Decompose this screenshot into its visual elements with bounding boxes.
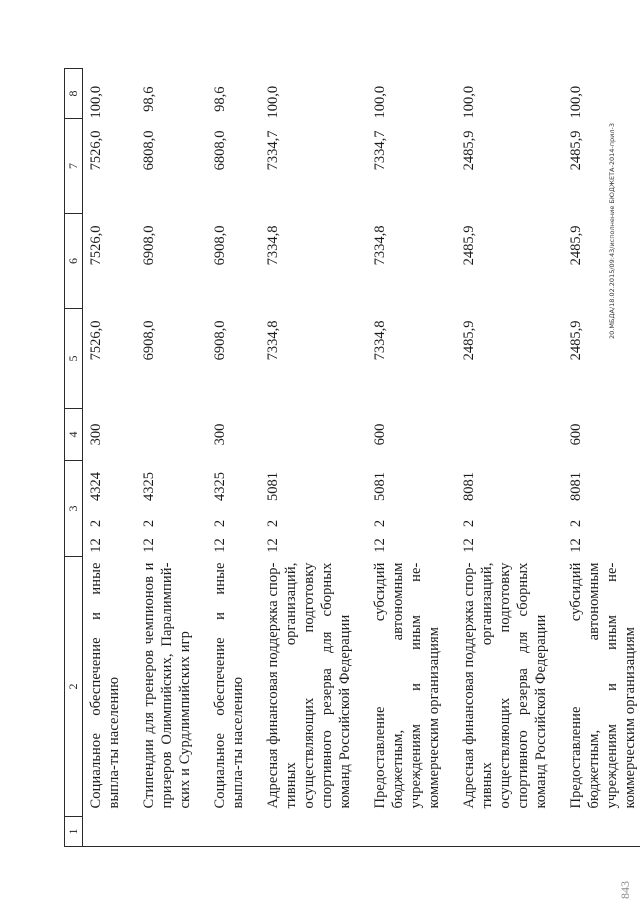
item-name: Адресная финансовая поддержка спор-тивных организаций, осуществляющих подготовку спортивного резерва для сборных команд Российской Федерации bbox=[461, 562, 549, 809]
expense-type-code bbox=[135, 408, 206, 460]
column-number-4: 4 bbox=[65, 408, 83, 460]
table-row bbox=[455, 68, 562, 846]
section-code: 12 bbox=[568, 538, 584, 553]
percent-column-8: 100,0 bbox=[88, 85, 104, 119]
row-number-cell bbox=[206, 817, 259, 847]
target-article-code: 5081 bbox=[372, 472, 388, 501]
item-name: Предоставление субсидий бюджетным, автономным учреждениям и иным не-коммерческим организациям bbox=[372, 562, 442, 809]
amount-column-7: 6808,0 bbox=[141, 130, 157, 171]
table-row bbox=[206, 68, 259, 846]
subsection-code: 2 bbox=[141, 519, 157, 528]
budget-execution-table bbox=[64, 68, 640, 847]
section-code: 12 bbox=[372, 538, 388, 553]
percent-column-8: 100,0 bbox=[568, 85, 584, 119]
row-number-cell bbox=[135, 817, 206, 847]
amount-column-5: 2485,9 bbox=[568, 320, 584, 361]
section-code: 12 bbox=[265, 538, 281, 553]
expense-type-code: 600 bbox=[372, 423, 388, 446]
item-name: Социальное обеспечение и иные выпла-ты населению bbox=[212, 562, 246, 809]
table-row bbox=[562, 68, 640, 846]
column-number-3: 3 bbox=[65, 460, 83, 556]
amount-column-6: 7334,8 bbox=[372, 225, 388, 266]
row-number-cell bbox=[83, 817, 136, 847]
row-number-cell bbox=[562, 817, 640, 847]
percent-column-8: 100,0 bbox=[265, 85, 281, 119]
row-number-cell bbox=[455, 817, 562, 847]
amount-column-5: 6908,0 bbox=[141, 320, 157, 361]
subsection-code: 2 bbox=[265, 519, 281, 528]
item-name: Предоставление субсидий бюджетным, автономным учреждениям и иным не-коммерческим организациям bbox=[568, 562, 638, 809]
table-row bbox=[135, 68, 206, 846]
target-article-code: 5081 bbox=[265, 472, 281, 501]
section-code: 12 bbox=[141, 538, 157, 553]
column-number-1: 1 bbox=[65, 817, 83, 847]
subsection-code: 2 bbox=[461, 519, 477, 528]
section-code: 12 bbox=[212, 538, 228, 553]
section-code: 12 bbox=[88, 538, 104, 553]
column-number-8: 8 bbox=[65, 68, 83, 118]
amount-column-7: 7526,0 bbox=[88, 130, 104, 171]
subsection-code: 2 bbox=[372, 519, 388, 528]
amount-column-5: 6908,0 bbox=[212, 320, 228, 361]
expense-type-code: 300 bbox=[212, 423, 228, 446]
target-article-code: 4324 bbox=[88, 472, 104, 501]
item-name: Социальное обеспечение и иные выпла-ты населению bbox=[88, 562, 122, 809]
column-number-2: 2 bbox=[65, 557, 83, 817]
subsection-code: 2 bbox=[88, 519, 104, 528]
amount-column-6: 6908,0 bbox=[212, 225, 228, 266]
percent-column-8: 100,0 bbox=[372, 85, 388, 119]
expense-type-code: 600 bbox=[568, 423, 584, 446]
target-article-code: 4325 bbox=[212, 472, 228, 501]
row-number-cell bbox=[366, 817, 455, 847]
amount-column-7: 7334,7 bbox=[372, 130, 388, 171]
column-number-5: 5 bbox=[65, 308, 83, 408]
percent-column-8: 98,6 bbox=[212, 86, 228, 112]
expense-type-code: 300 bbox=[88, 423, 104, 446]
item-name: Стипендии для тренеров чемпионов и призеров Олимпийских, Паралимпий-ских и Сурдлимпийских игр bbox=[141, 562, 193, 809]
amount-column-6: 2485,9 bbox=[568, 225, 584, 266]
table-row bbox=[83, 68, 136, 846]
table-row bbox=[259, 68, 366, 846]
percent-column-8: 98,6 bbox=[141, 86, 157, 112]
target-article-code: 8081 bbox=[461, 472, 477, 501]
expense-type-code bbox=[455, 408, 562, 460]
column-number-7: 7 bbox=[65, 118, 83, 213]
amount-column-7: 2485,9 bbox=[568, 130, 584, 171]
amount-column-7: 7334,7 bbox=[265, 130, 281, 171]
amount-column-7: 6808,0 bbox=[212, 130, 228, 171]
amount-column-5: 7334,8 bbox=[265, 320, 281, 361]
amount-column-5: 2485,9 bbox=[461, 320, 477, 361]
expense-type-code bbox=[259, 408, 366, 460]
amount-column-6: 2485,9 bbox=[461, 225, 477, 266]
amount-column-6: 7526,0 bbox=[88, 225, 104, 266]
amount-column-7: 2485,9 bbox=[461, 130, 477, 171]
page-number: 843 bbox=[618, 881, 632, 899]
row-number-cell bbox=[259, 817, 366, 847]
target-article-code: 8081 bbox=[568, 472, 584, 501]
table-row bbox=[366, 68, 455, 846]
amount-column-5: 7526,0 bbox=[88, 320, 104, 361]
subsection-code: 2 bbox=[212, 519, 228, 528]
amount-column-5: 7334,8 bbox=[372, 320, 388, 361]
subsection-code: 2 bbox=[568, 519, 584, 528]
item-name: Адресная финансовая поддержка спор-тивных организаций, осуществляющих подготовку спортивного резерва для сборных команд Российской Федерации bbox=[265, 562, 353, 809]
amount-column-6: 7334,8 bbox=[265, 225, 281, 266]
section-code: 12 bbox=[461, 538, 477, 553]
file-reference-note: 20.МБДА/18.02.2015/09:43/исполнение БЮДЖЕТА-2014-прил-3 bbox=[608, 123, 616, 339]
table-body bbox=[83, 68, 640, 846]
amount-column-6: 6908,0 bbox=[141, 225, 157, 266]
target-article-code: 4325 bbox=[141, 472, 157, 501]
percent-column-8: 100,0 bbox=[461, 85, 477, 119]
column-number-row bbox=[65, 68, 83, 846]
column-number-6: 6 bbox=[65, 213, 83, 308]
